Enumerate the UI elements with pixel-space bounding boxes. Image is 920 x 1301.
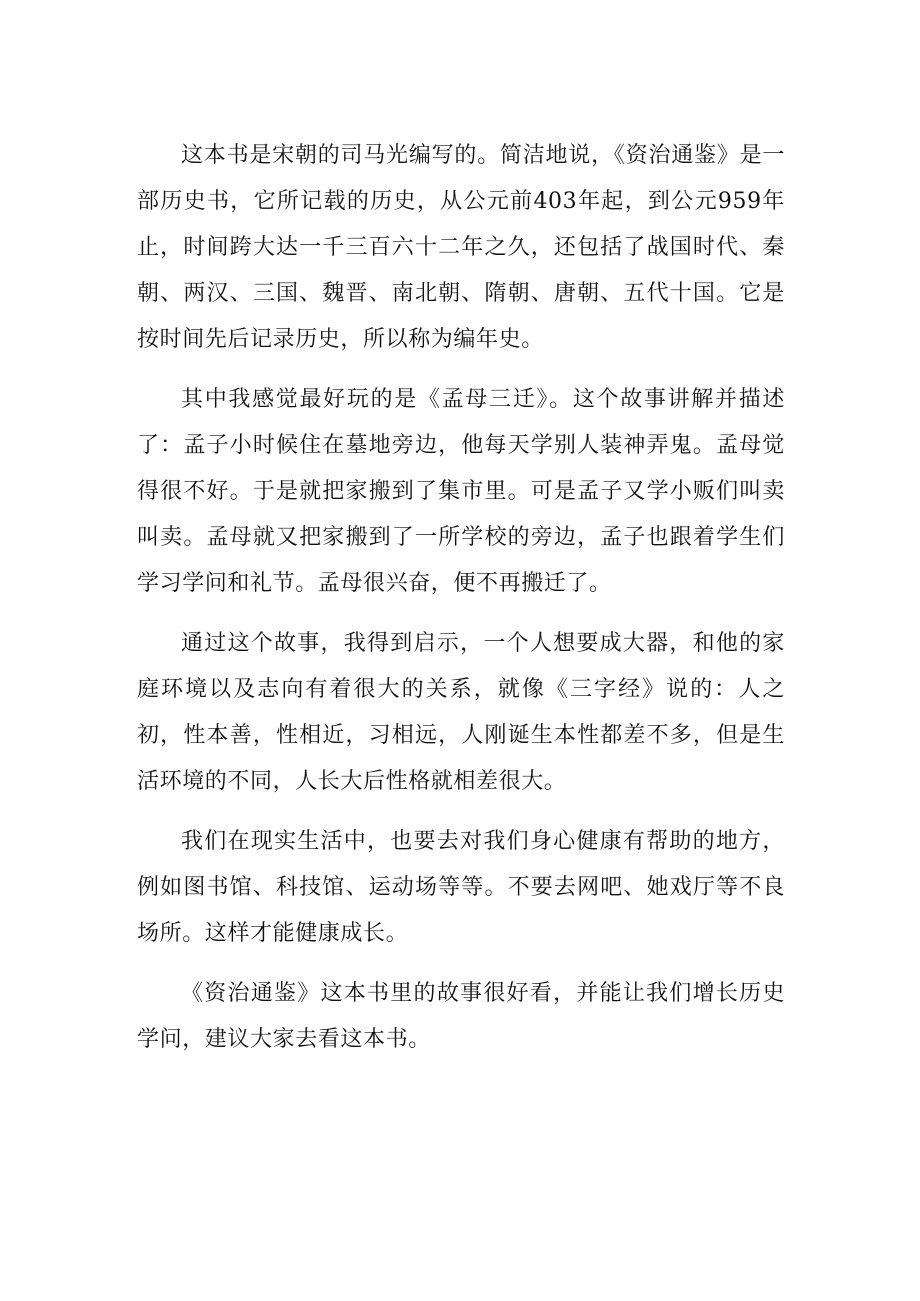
- paragraph-1: 这本书是宋朝的司马光编写的。简洁地说，《资治通鉴》是一部历史书，它所记载的历史，从公元前403年起，到公元959年止，时间跨大达一千三百六十二年之久，还包括了战国时代、秦朝、两汉、三国、魏晋、南北朝、隋朝、唐朝、五代十国。它是按时间先后记录历史，所以称为编年史。: [137, 143, 785, 352]
- paragraph-2: 其中我感觉最好玩的是《孟母三迁》。这个故事讲解并描述了：孟子小时候住在墓地旁边，他每天学别人装神弄鬼。孟母觉得很不好。于是就把家搬到了集市里。可是孟子又学小贩们叫卖叫卖。孟母就又把家搬到了一所学校的旁边，孟子也跟着学生们学习学问和礼节。孟母很兴奋，便不再搬迁了。: [137, 387, 785, 596]
- paragraph-4: 我们在现实生活中，也要去对我们身心健康有帮助的地方，例如图书馆、科技馆、运动场等等。不要去网吧、她戏厅等不良场所。这样才能健康成长。: [137, 829, 785, 946]
- document-body: [137, 133, 785, 1077]
- paragraph-3: 通过这个故事，我得到启示，一个人想要成大器，和他的家庭环境以及志向有着很大的关系，就像《三字经》说的：人之初，性本善，性相近，习相远，人刚诞生本性都差不多，但是生活环境的不同，人长大后性格就相差很大。: [137, 631, 785, 794]
- paragraph-5: 《资治通鉴》这本书里的故事很好看，并能让我们增长历史学问，建议大家去看这本书。: [137, 981, 785, 1052]
